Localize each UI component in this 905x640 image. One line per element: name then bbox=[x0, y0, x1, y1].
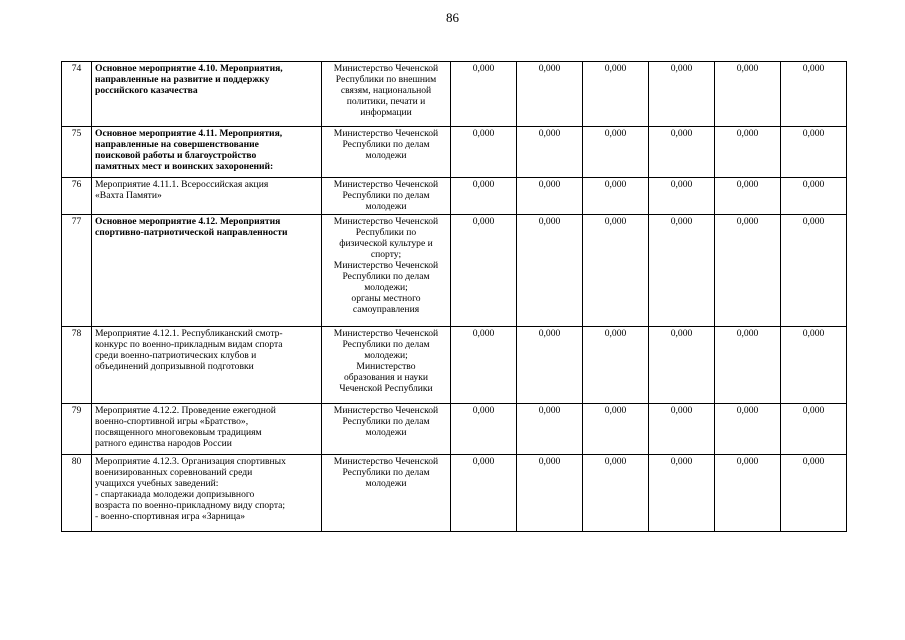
activity-name-line: спортивно-патриотической направленности bbox=[95, 227, 288, 238]
funding-value: 0,000 bbox=[781, 178, 847, 215]
row-number: 76 bbox=[62, 178, 92, 215]
funding-value: 0,000 bbox=[781, 215, 847, 327]
funding-value: 0,000 bbox=[649, 404, 715, 455]
responsible-executor bbox=[322, 455, 451, 532]
funding-value: 0,000 bbox=[583, 404, 649, 455]
executor-line: информации bbox=[360, 107, 412, 118]
table-row bbox=[62, 327, 847, 404]
activity-name-line: поисковой работы и благоустройство bbox=[95, 150, 257, 161]
activity-name-line: посвященного многовековым традициям bbox=[95, 427, 262, 438]
funding-value: 0,000 bbox=[451, 455, 517, 532]
activity-name-line: - спартакиада молодежи допризывного bbox=[95, 489, 255, 500]
responsible-executor bbox=[322, 404, 451, 455]
activity-name-line: ратного единства народов России bbox=[95, 438, 232, 449]
executor-line: молодежи; bbox=[364, 350, 408, 361]
executor-line: Республики по делам bbox=[342, 139, 430, 150]
responsible-executor bbox=[322, 62, 451, 127]
funding-value: 0,000 bbox=[715, 62, 781, 127]
activity-name-line: направленные на совершенствование bbox=[95, 139, 259, 150]
funding-value: 0,000 bbox=[649, 62, 715, 127]
activity-name-line: Основное мероприятие 4.11. Мероприятия, bbox=[95, 128, 283, 139]
funding-value: 0,000 bbox=[517, 327, 583, 404]
funding-value: 0,000 bbox=[517, 127, 583, 178]
executor-line: спорту; bbox=[370, 249, 402, 260]
executor-line: физической культуре и bbox=[339, 238, 433, 249]
responsible-executor bbox=[322, 127, 451, 178]
executor-line: Министерство Чеченской bbox=[333, 328, 439, 339]
executor-line: Министерство Чеченской bbox=[333, 179, 439, 190]
funding-value: 0,000 bbox=[517, 455, 583, 532]
activity-name-line: российского казачества bbox=[95, 85, 198, 96]
funding-value: 0,000 bbox=[715, 327, 781, 404]
executor-line: образования и науки bbox=[343, 372, 429, 383]
executor-line: Чеченской Республики bbox=[339, 383, 433, 394]
table-row bbox=[62, 62, 847, 127]
funding-value: 0,000 bbox=[781, 455, 847, 532]
table-row bbox=[62, 455, 847, 532]
activity-name bbox=[92, 62, 322, 127]
activity-name-line: возраста по военно-прикладному виду спорта; bbox=[95, 500, 286, 511]
page-number: 86 bbox=[446, 10, 459, 25]
executor-line: Республики по делам bbox=[342, 467, 430, 478]
executor-line: Республики по внешним bbox=[335, 74, 437, 85]
funding-value: 0,000 bbox=[649, 178, 715, 215]
program-budget-table bbox=[61, 61, 847, 532]
executor-line: Министерство Чеченской bbox=[333, 260, 439, 271]
activity-name-line: Основное мероприятие 4.12. Мероприятия bbox=[95, 216, 281, 227]
executor-line: Министерство Чеченской bbox=[333, 128, 439, 139]
table-row bbox=[62, 215, 847, 327]
activity-name-line: Мероприятие 4.12.2. Проведение ежегодной bbox=[95, 405, 276, 416]
row-number: 77 bbox=[62, 215, 92, 327]
row-number: 75 bbox=[62, 127, 92, 178]
activity-name bbox=[92, 215, 322, 327]
activity-name-line: - военно-спортивная игра «Зарница» bbox=[95, 511, 246, 522]
responsible-executor bbox=[322, 327, 451, 404]
executor-line: молодежи bbox=[365, 427, 407, 438]
executor-line: Министерство Чеченской bbox=[333, 456, 439, 467]
executor-line: Республики по bbox=[355, 227, 417, 238]
funding-value: 0,000 bbox=[583, 178, 649, 215]
activity-name bbox=[92, 178, 322, 215]
executor-line: Республики по делам bbox=[342, 416, 430, 427]
funding-value: 0,000 bbox=[715, 455, 781, 532]
funding-value: 0,000 bbox=[715, 215, 781, 327]
executor-line: молодежи bbox=[365, 478, 407, 489]
activity-name-line: объединений допризывной подготовки bbox=[95, 361, 254, 372]
funding-value: 0,000 bbox=[715, 178, 781, 215]
activity-name-line: среди военно-патриотических клубов и bbox=[95, 350, 257, 361]
funding-value: 0,000 bbox=[583, 62, 649, 127]
activity-name bbox=[92, 404, 322, 455]
funding-value: 0,000 bbox=[451, 327, 517, 404]
executor-line: Республики по делам bbox=[342, 271, 430, 282]
activity-name-line: военизированных соревнований среди bbox=[95, 467, 253, 478]
activity-name-line: Основное мероприятие 4.10. Мероприятия, bbox=[95, 63, 283, 74]
activity-name-line: направленные на развитие и поддержку bbox=[95, 74, 270, 85]
funding-value: 0,000 bbox=[451, 127, 517, 178]
executor-line: молодежи bbox=[365, 150, 407, 161]
funding-value: 0,000 bbox=[451, 215, 517, 327]
funding-value: 0,000 bbox=[649, 327, 715, 404]
funding-value: 0,000 bbox=[451, 62, 517, 127]
table-row bbox=[62, 127, 847, 178]
executor-line: Министерство Чеченской bbox=[333, 405, 439, 416]
funding-value: 0,000 bbox=[715, 127, 781, 178]
responsible-executor bbox=[322, 215, 451, 327]
activity-name-line: Мероприятие 4.12.3. Организация спортивных bbox=[95, 456, 286, 467]
executor-line: молодежи bbox=[365, 201, 407, 212]
activity-name bbox=[92, 327, 322, 404]
executor-line: Министерство Чеченской bbox=[333, 63, 439, 74]
funding-value: 0,000 bbox=[715, 404, 781, 455]
executor-line: органы местного bbox=[351, 293, 421, 304]
executor-line: Республики по делам bbox=[342, 190, 430, 201]
row-number: 79 bbox=[62, 404, 92, 455]
funding-value: 0,000 bbox=[583, 327, 649, 404]
table-row bbox=[62, 178, 847, 215]
funding-value: 0,000 bbox=[517, 215, 583, 327]
activity-name-line: учащихся учебных заведений: bbox=[95, 478, 219, 489]
funding-value: 0,000 bbox=[451, 178, 517, 215]
executor-line: Министерство Чеченской bbox=[333, 216, 439, 227]
executor-line: молодежи; bbox=[364, 282, 408, 293]
funding-value: 0,000 bbox=[649, 455, 715, 532]
funding-value: 0,000 bbox=[517, 404, 583, 455]
funding-value: 0,000 bbox=[649, 127, 715, 178]
funding-value: 0,000 bbox=[649, 215, 715, 327]
activity-name bbox=[92, 127, 322, 178]
activity-name-line: «Вахта Памяти» bbox=[95, 190, 162, 201]
row-number: 74 bbox=[62, 62, 92, 127]
table-row bbox=[62, 404, 847, 455]
executor-line: политики, печати и bbox=[346, 96, 426, 107]
funding-value: 0,000 bbox=[583, 127, 649, 178]
funding-value: 0,000 bbox=[517, 62, 583, 127]
activity-name bbox=[92, 455, 322, 532]
table-body bbox=[62, 62, 847, 532]
funding-value: 0,000 bbox=[781, 404, 847, 455]
funding-value: 0,000 bbox=[781, 62, 847, 127]
executor-line: Министерство bbox=[356, 361, 416, 372]
executor-line: связям, национальной bbox=[340, 85, 432, 96]
funding-value: 0,000 bbox=[583, 215, 649, 327]
executor-line: самоуправления bbox=[352, 304, 420, 315]
activity-name-line: Мероприятие 4.11.1. Всероссийская акция bbox=[95, 179, 269, 190]
funding-value: 0,000 bbox=[583, 455, 649, 532]
activity-name-line: памятных мест и воинских захоронений: bbox=[95, 161, 274, 172]
funding-value: 0,000 bbox=[451, 404, 517, 455]
executor-line: Республики по делам bbox=[342, 339, 430, 350]
responsible-executor bbox=[322, 178, 451, 215]
activity-name-line: Мероприятие 4.12.1. Республиканский смотр- bbox=[95, 328, 283, 339]
row-number: 80 bbox=[62, 455, 92, 532]
funding-value: 0,000 bbox=[517, 178, 583, 215]
row-number: 78 bbox=[62, 327, 92, 404]
activity-name-line: военно-спортивной игры «Братство», bbox=[95, 416, 249, 427]
activity-name-line: конкурс по военно-прикладным видам спорта bbox=[95, 339, 283, 350]
funding-value: 0,000 bbox=[781, 127, 847, 178]
funding-value: 0,000 bbox=[781, 327, 847, 404]
